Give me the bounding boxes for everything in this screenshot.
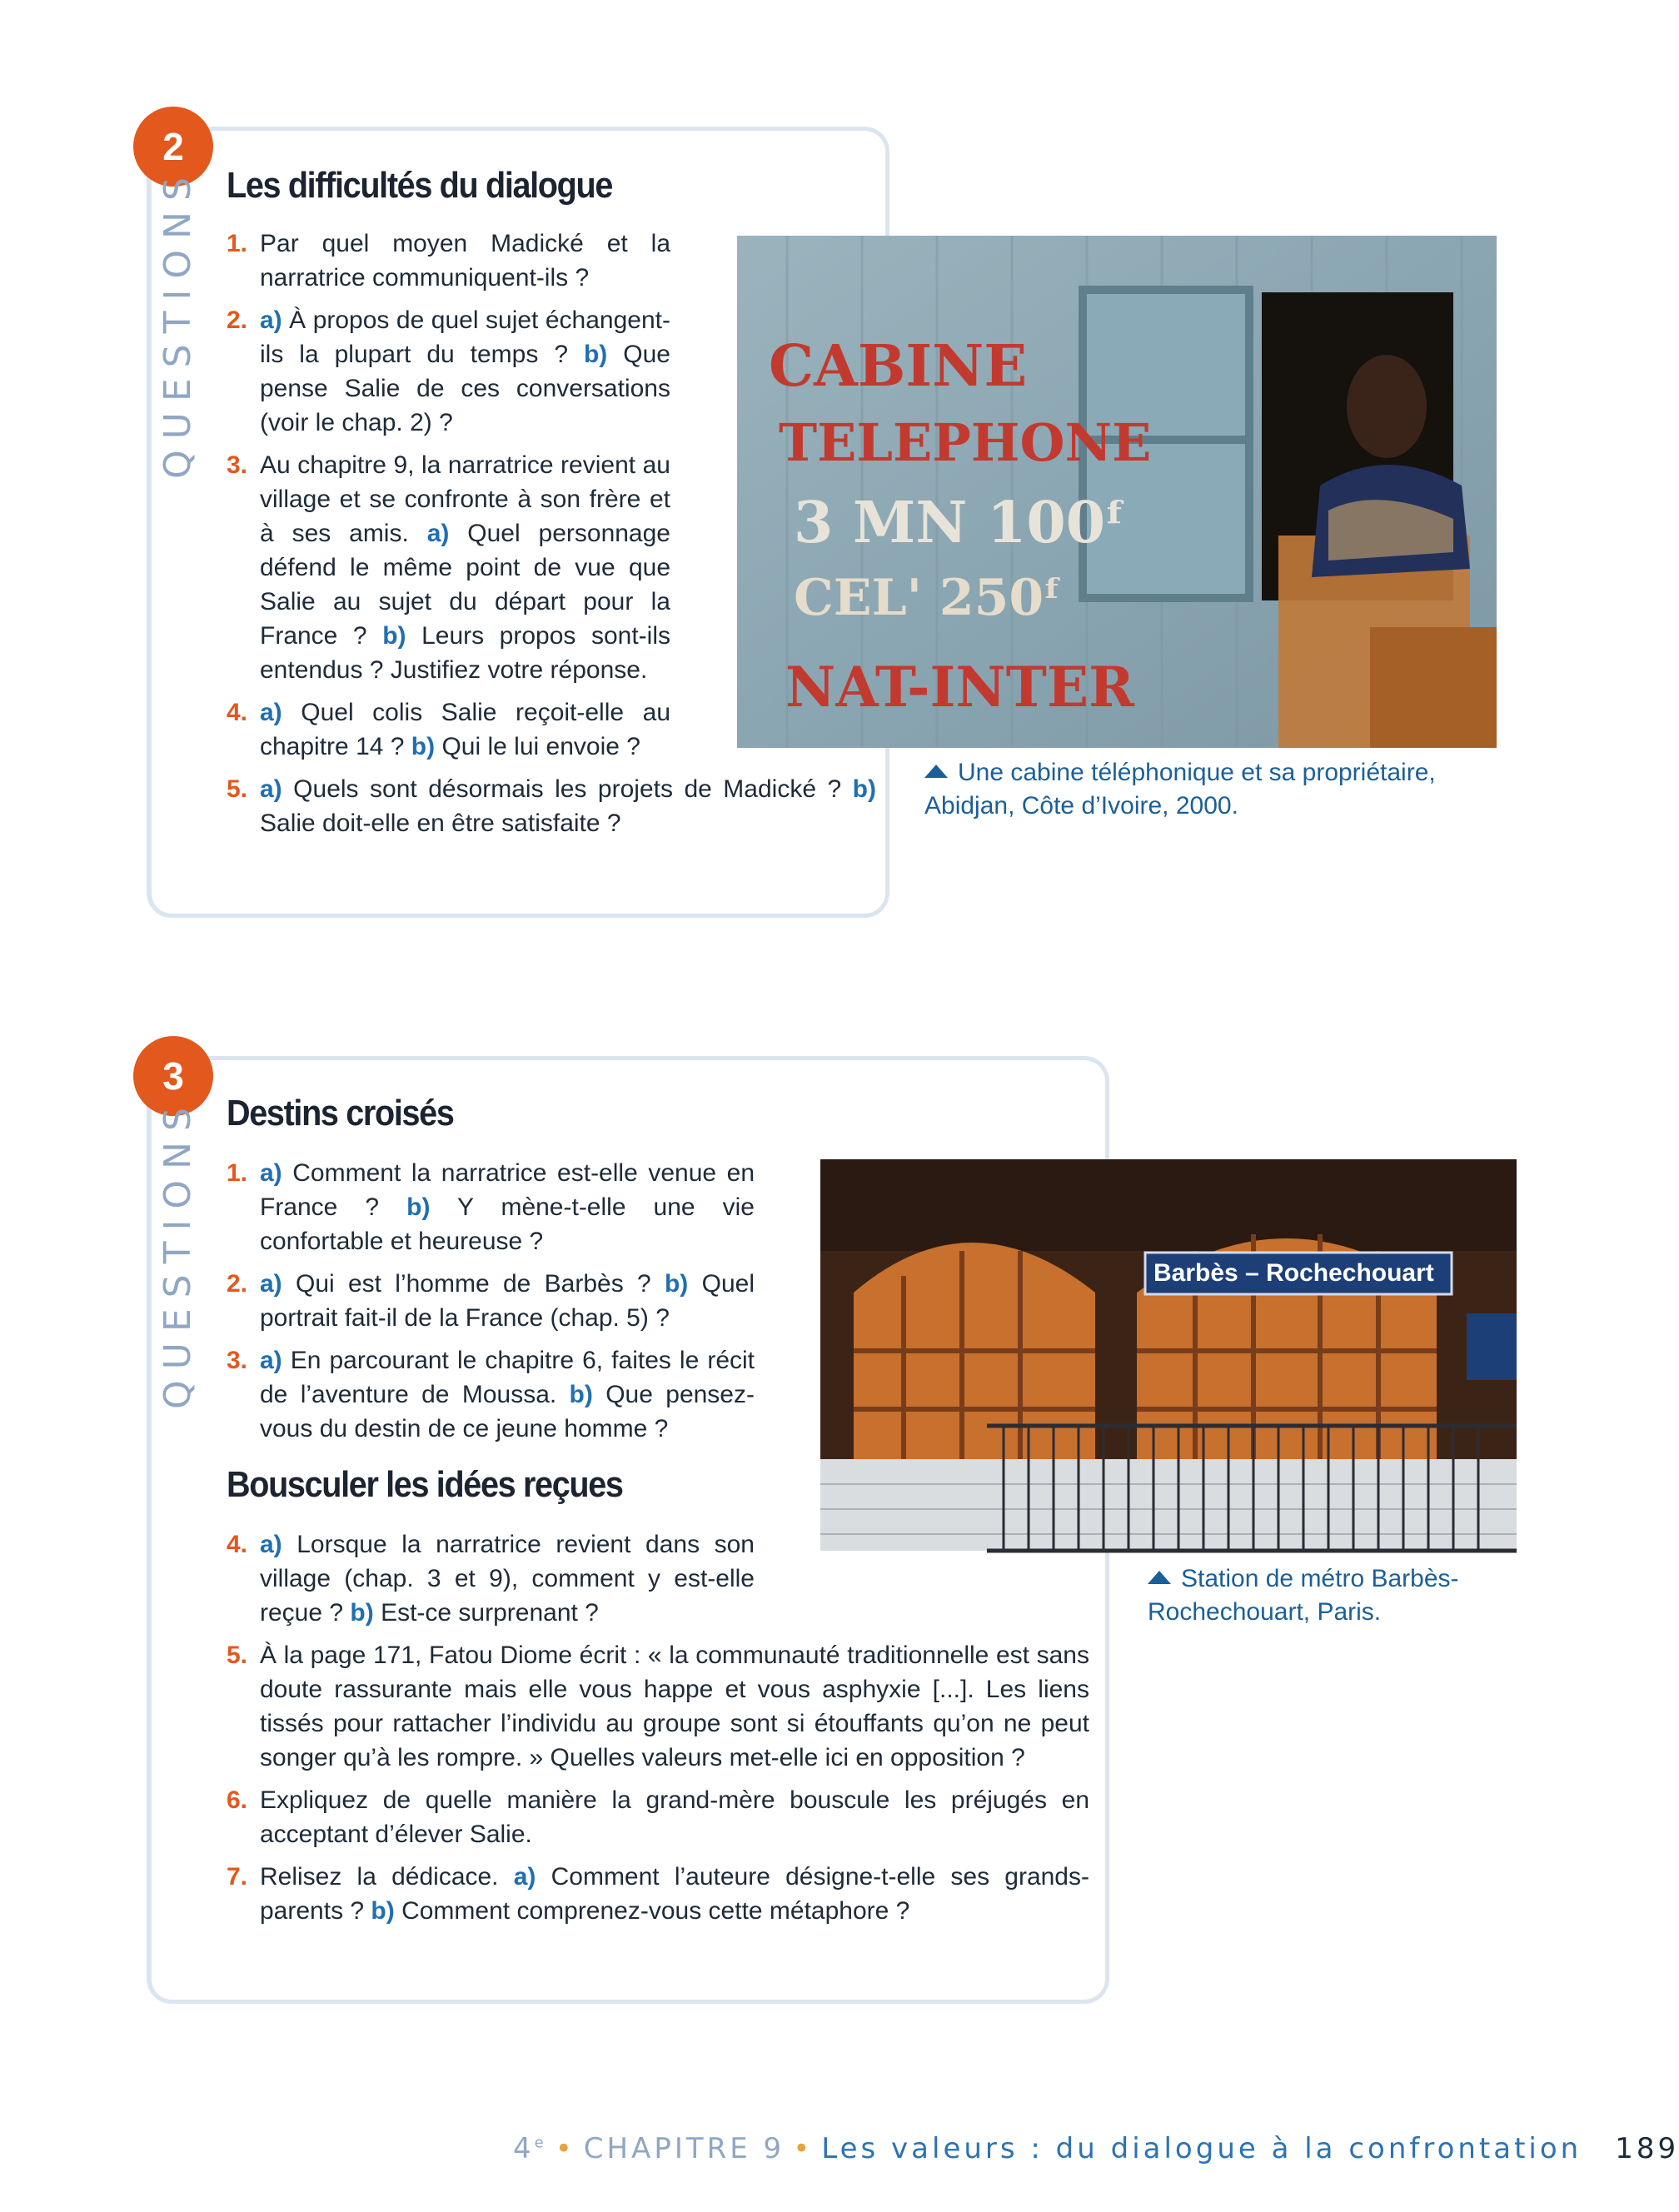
station-sign-text: Barbès – Rochechouart [1153,1259,1434,1287]
question-text: Y mène-t-elle une vie confortable et heureuse ? [260,1193,755,1255]
footer-chapter: CHAPITRE 9 [583,2132,785,2165]
metro-station-photo [820,1159,1517,1551]
question-text: Que pense Salie de ces conversations (voir le chap. 2) ? [260,341,670,436]
sub-question-letter: b) [350,1599,374,1627]
question-text: En parcourant le chapitre 6, faites le récit de l’aventure de Moussa. [260,1347,755,1408]
question-text: Au chapitre 9, la narratrice revient au village et se confronte à son frère et à ses amis. [260,451,670,547]
question-text: Expliquez de quelle manière la grand-mère bouscule les préjugés en acceptant d’élever Salie. [260,1786,1089,1848]
sub-question-letter: a) [260,306,282,334]
page-number: 189 [1615,2132,1679,2165]
question-item [227,303,670,440]
sub-question-letter: a) [260,1270,282,1298]
question-text: Quel portrait fait-il de la France (chap. 5) ? [260,1270,755,1332]
sub-question-letter: b) [382,622,406,650]
sign-line-3: 3 MN 100ᶠ [794,490,1128,556]
photo-caption [924,756,1507,823]
question-text: Relisez la dédicace. [260,1863,514,1891]
page-footer [513,2132,1679,2165]
question-text: Que pensez-vous du destin de ce jeune homme ? [260,1381,755,1442]
question-text: Lorsque la narratrice revient dans son village (chap. 3 et 9), comment y est-elle reçue ? [260,1531,755,1627]
section-heading: Destins croisés [227,1093,454,1133]
questions-list [227,1156,755,1454]
question-text: Salie doit-elle en être satisfaite ? [260,810,621,837]
sub-question-letter: b) [411,733,436,760]
question-number: 1. [227,1159,248,1187]
questions-list [227,227,876,849]
section-heading: Bousculer les idées reçues [227,1464,623,1505]
question-item [227,772,876,840]
question-number: 5. [227,775,248,803]
question-item [227,1156,755,1258]
triangle-up-icon [924,765,948,778]
sub-question-letter: b) [583,341,608,368]
sub-question-letter: a) [260,1347,282,1374]
sub-question-letter: b) [852,775,876,803]
footer-grade: 4e [513,2132,547,2165]
bullet-icon: • [555,2132,575,2165]
question-text: Comment comprenez-vous cette métaphore ? [394,1897,910,1925]
sub-question-letter: a) [260,775,282,803]
question-text: Qui est l’homme de Barbès ? [281,1270,665,1298]
question-number: 2. [227,306,248,334]
question-number: 1. [227,230,248,257]
question-number: 3. [227,1347,248,1374]
metro-station-illustration [820,1159,1517,1551]
question-text: Par quel moyen Madické et la narratrice communiquent-ils ? [260,230,670,291]
question-item [227,448,670,687]
question-number: 4. [227,699,248,726]
sub-question-letter: b) [371,1897,395,1925]
sub-question-letter: b) [569,1381,593,1408]
question-text: Est-ce surprenant ? [373,1599,599,1627]
question-text: Quels sont désormais les projets de Madické ? [281,775,853,803]
caption-text: Une cabine téléphonique et sa propriétaire, Abidjan, Côte d’Ivoire, 2000. [924,759,1436,820]
question-item [227,1860,1089,1928]
footer-chapter-title: Les valeurs : du dialogue à la confrontation [821,2132,1582,2165]
sign-line-2: TELEPHONE [779,412,1152,473]
question-item [227,1527,755,1630]
phone-cabin-illustration [737,236,1497,748]
question-number: 4. [227,1531,248,1558]
question-text: À propos de quel sujet échangent-ils la plupart du temps ? [260,306,670,368]
sub-question-letter: b) [664,1270,689,1298]
question-number: 5. [227,1642,248,1669]
question-text: Leurs propos sont-ils entendus ? Justifiez votre réponse. [260,622,670,684]
question-text: À la page 171, Fatou Diome écrit : « la communauté traditionnelle est sans doute rassurante mais elle vous happe et vous asphyxie [...]. Les liens tissés pour rattacher l’individu au groupe sont si étouffants qu’on ne peut songer qu’à les rompre. » Quelles valeurs met-elle ici en opposition ? [260,1642,1089,1771]
questions-list [227,1527,1089,1936]
question-number: 3. [227,451,248,479]
questions-side-label: QUESTIONS [157,167,199,479]
sign-line-5: NAT-INTER [785,655,1134,720]
question-text: Comment l’auteure désigne-t-elle ses grands-parents ? [260,1863,1089,1925]
question-item [227,1343,755,1446]
sub-question-letter: a) [260,1159,282,1187]
question-item [227,1783,1089,1851]
section-heading: Les difficultés du dialogue [227,165,613,206]
caption-text: Station de métro Barbès-Rochechouart, Paris. [1148,1565,1459,1626]
sub-question-letter: a) [513,1863,536,1891]
sign-line-4: CEL' 250ᶠ [794,569,1064,627]
question-number: 7. [227,1863,248,1891]
sub-question-letter: b) [406,1193,431,1221]
bullet-icon: • [793,2132,814,2165]
sub-question-letter: a) [260,1531,282,1558]
question-text: Qui le lui envoie ? [435,733,640,760]
sign-line-1: CABINE [769,333,1028,400]
question-item [227,227,670,295]
sub-question-letter: a) [426,520,450,547]
question-item [227,1638,1089,1775]
sub-question-letter: a) [260,699,282,726]
section-number-badge: 3 [133,1036,213,1116]
section-number-badge: 2 [133,107,213,187]
question-item [227,1267,755,1335]
question-text: Quel colis Salie reçoit-elle au chapitre 14 ? [260,699,670,760]
questions-side-label: QUESTIONS [157,1097,199,1409]
question-number: 2. [227,1270,248,1298]
phone-cabin-photo [737,236,1497,748]
question-text: Quel personnage défend le même point de vue que Salie au sujet du départ pour la France ? [260,520,670,650]
question-number: 6. [227,1786,248,1814]
question-text: Comment la narratrice est-elle venue en France ? [260,1159,755,1221]
triangle-up-icon [1148,1571,1171,1584]
question-item [227,695,670,764]
photo-caption [1148,1562,1497,1629]
